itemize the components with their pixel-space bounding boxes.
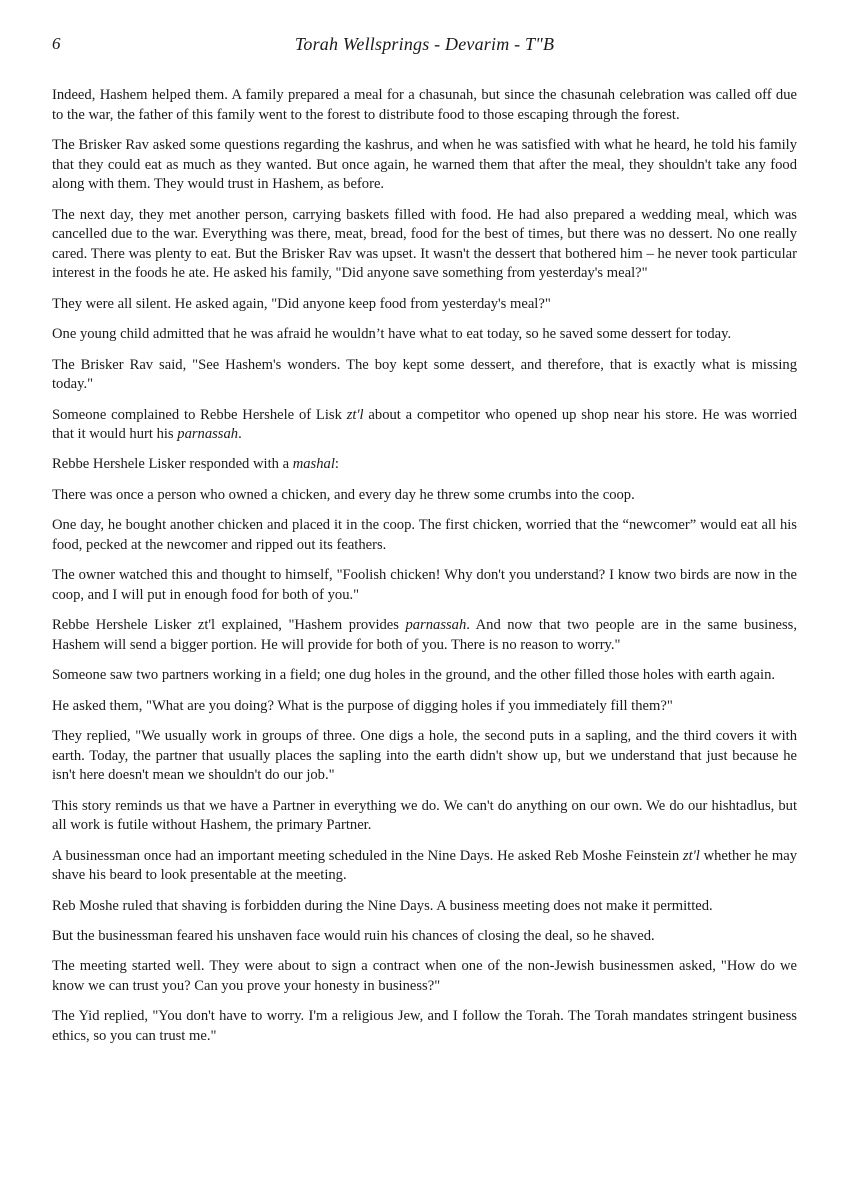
- italic-term: zt'l: [682, 847, 700, 864]
- text-run: whether he may shave his beard to look presentable at the meeting.: [52, 847, 797, 884]
- text-run: Someone complained to Rebbe Hershele of Lisk: [52, 406, 347, 423]
- paragraph: [52, 406, 797, 445]
- text-run: Rebbe Hershele Lisker zt'l explained, "Hashem provides: [52, 617, 406, 634]
- text-run: This story reminds us that we have a Partner in everything we do. We can't do anything on our own. We do our hishtadlus, but all work is futile without Hashem, the primary Partner.: [52, 797, 797, 834]
- running-title: Torah Wellsprings - Devarim - T"B: [294, 34, 555, 54]
- text-run: The meeting started well. They were about to sign a contract when one of the non-Jewish businessmen asked, "How do we know we can trust you? Can you prove your honesty in business?": [52, 958, 797, 994]
- text-run: Someone saw two partners working in a field; one dug holes in the ground, and the other filled those holes with earth again.: [52, 667, 776, 684]
- paragraph: [52, 727, 797, 786]
- paragraph: [52, 325, 797, 345]
- italic-term: parnassah: [177, 426, 239, 443]
- text-run: They replied, "We usually work in groups of three. One digs a hole, the second puts in a sapling, and the third covers it with earth. Today, the partner that usually places the sapling into the earth didn't show up, but we understand that just because he isn't here doesn't mean we shouldn't do our job.": [52, 728, 797, 784]
- text-run: Indeed, Hashem helped them. A family prepared a meal for a chasunah, but since the chasunah celebration was called off due to the war, the father of this family went to the forest to distribute food to those escaping through the forest.: [52, 87, 797, 123]
- paragraph: [52, 927, 797, 947]
- text-run: .: [238, 426, 242, 443]
- text-run: . And now that two people are in the same business, Hashem will send a bigger portion. He will provide for both of you. There is no reason to worry.": [52, 617, 797, 653]
- text-run: There was once a person who owned a chicken, and every day he threw some crumbs into the coop.: [52, 486, 635, 503]
- paragraph: [52, 86, 797, 125]
- paragraph: [52, 206, 797, 284]
- text-run: The Brisker Rav asked some questions regarding the kashrus, and when he was satisfied with what he heard, he told his family that they could eat as much as they wanted. But once again, he warned them that after the meal, they shouldn't take any food along with them. They would trust in Hashem, as before.: [52, 136, 797, 193]
- paragraph: [52, 295, 797, 315]
- paragraph: [52, 897, 797, 917]
- paragraph: [52, 566, 797, 605]
- text-run: The next day, they met another person, carrying baskets filled with food. He had also prepared a wedding meal, which was cancelled due to the war. Everything was there, meat, bread, food for the best of times, but there was no dessert. No one really cared. There was plenty to eat. But the Brisker Rav was upset. It wasn't the dessert that bothered him – he never took particular interest in the foods he ate. He asked his family, "Did anyone save something from yesterday's meal?": [52, 206, 797, 282]
- running-header: [52, 34, 797, 58]
- paragraph: [52, 797, 797, 836]
- paragraph: [52, 486, 797, 506]
- italic-term: parnassah: [405, 617, 467, 634]
- paragraph: [52, 847, 797, 886]
- text-run: :: [334, 456, 339, 473]
- text-run: The owner watched this and thought to himself, "Foolish chicken! Why don't you understand? I know two birds are now in the coop, and I will put in enough food for both of you.": [52, 567, 797, 603]
- paragraph: [52, 455, 797, 475]
- text-run: about a competitor who opened up shop near his store. He was worried that it would hurt his: [52, 406, 797, 443]
- text-run: Reb Moshe ruled that shaving is forbidden during the Nine Days. A business meeting does not make it permitted.: [52, 897, 713, 914]
- paragraph: [52, 516, 797, 555]
- text-run: But the businessman feared his unshaven face would ruin his chances of closing the deal, so he shaved.: [52, 927, 655, 944]
- text-run: The Yid replied, "You don't have to worry. I'm a religious Jew, and I follow the Torah. The Torah mandates stringent business ethics, so you can trust me.": [52, 1008, 797, 1044]
- paragraph: [52, 957, 797, 996]
- paragraph: [52, 697, 797, 717]
- paragraph: [52, 356, 797, 395]
- body-text: [52, 86, 797, 1057]
- paragraph: [52, 1007, 797, 1046]
- text-run: They were all silent. He asked again, "Did anyone keep food from yesterday's meal?": [52, 295, 551, 312]
- paragraph: [52, 666, 797, 686]
- text-run: One day, he bought another chicken and placed it in the coop. The first chicken, worried that the “newcomer” would eat all his food, pecked at the newcomer and ripped out its feathers.: [52, 517, 797, 553]
- italic-term: zt'l: [346, 406, 364, 423]
- text-run: A businessman once had an important meeting scheduled in the Nine Days. He asked Reb Moshe Feinstein: [52, 847, 683, 864]
- italic-term: mashal: [292, 456, 335, 473]
- text-run: Rebbe Hershele Lisker responded with a: [52, 456, 293, 473]
- paragraph: [52, 616, 797, 655]
- text-run: The Brisker Rav said, "See Hashem's wonders. The boy kept some dessert, and therefore, that is exactly what is missing today.": [52, 356, 797, 393]
- text-run: He asked them, "What are you doing? What is the purpose of digging holes if you immediately fill them?": [52, 697, 673, 714]
- paragraph: [52, 136, 797, 195]
- text-run: One young child admitted that he was afraid he wouldn’t have what to eat today, so he saved some dessert for today.: [52, 326, 732, 343]
- page-number: 6: [52, 34, 61, 53]
